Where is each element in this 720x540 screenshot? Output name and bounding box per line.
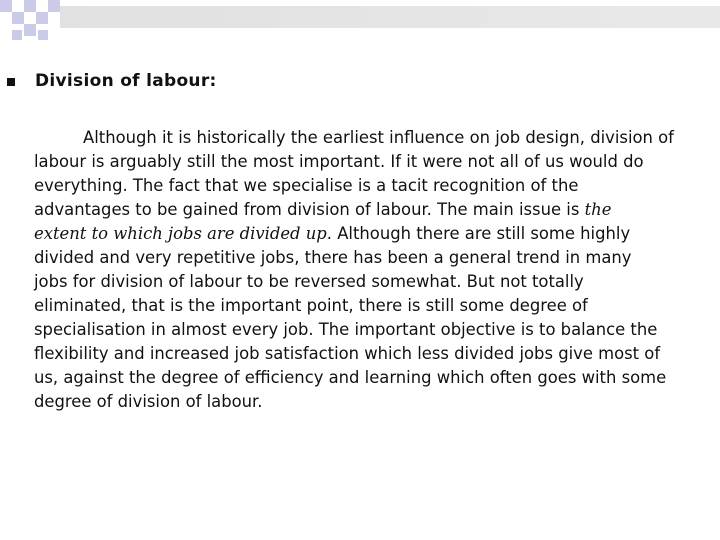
paragraph-line: divided and very repetitive jobs, there has been a general trend in many bbox=[34, 248, 632, 267]
decor-strip bbox=[60, 6, 720, 28]
paragraph-line: specialisation in almost every job. The important objective is to balance the bbox=[34, 320, 658, 339]
body-paragraph bbox=[34, 126, 720, 414]
paragraph-line: labour is arguably still the most important. If it were not all of us would do bbox=[34, 152, 644, 171]
decor-square-1 bbox=[0, 0, 12, 12]
decor-square-8 bbox=[38, 30, 48, 40]
header-decoration bbox=[0, 0, 720, 40]
decor-square-5 bbox=[36, 12, 48, 24]
paragraph-line: Although it is historically the earliest influence on job design, division of bbox=[83, 128, 674, 147]
emphasis-text: the bbox=[584, 200, 612, 219]
paragraph-line: us, against the degree of efficiency and learning which often goes with some bbox=[34, 368, 667, 387]
decor-square-4 bbox=[24, 24, 36, 36]
paragraph-line: eliminated, that is the important point, there is still some degree of bbox=[34, 296, 588, 315]
slide-heading: Division of labour: bbox=[35, 71, 217, 91]
decor-square-3 bbox=[12, 12, 24, 24]
emphasis-text: extent to which jobs are divided up bbox=[34, 224, 327, 243]
paragraph-line: jobs for division of labour to be reversed somewhat. But not totally bbox=[34, 272, 584, 291]
paragraph-line: advantages to be gained from division of labour. The main issue is the bbox=[34, 200, 612, 219]
paragraph-line: degree of division of labour. bbox=[34, 392, 263, 411]
decor-square-7 bbox=[12, 30, 22, 40]
decor-square-2 bbox=[24, 0, 36, 12]
decor-square-6 bbox=[48, 0, 60, 12]
paragraph-line: extent to which jobs are divided up. Although there are still some highly bbox=[34, 224, 631, 243]
paragraph-line: flexibility and increased job satisfaction which less divided jobs give most of bbox=[34, 344, 661, 363]
filled-square-bullet-icon bbox=[7, 78, 15, 86]
paragraph-line: everything. The fact that we specialise is a tacit recognition of the bbox=[34, 176, 579, 195]
